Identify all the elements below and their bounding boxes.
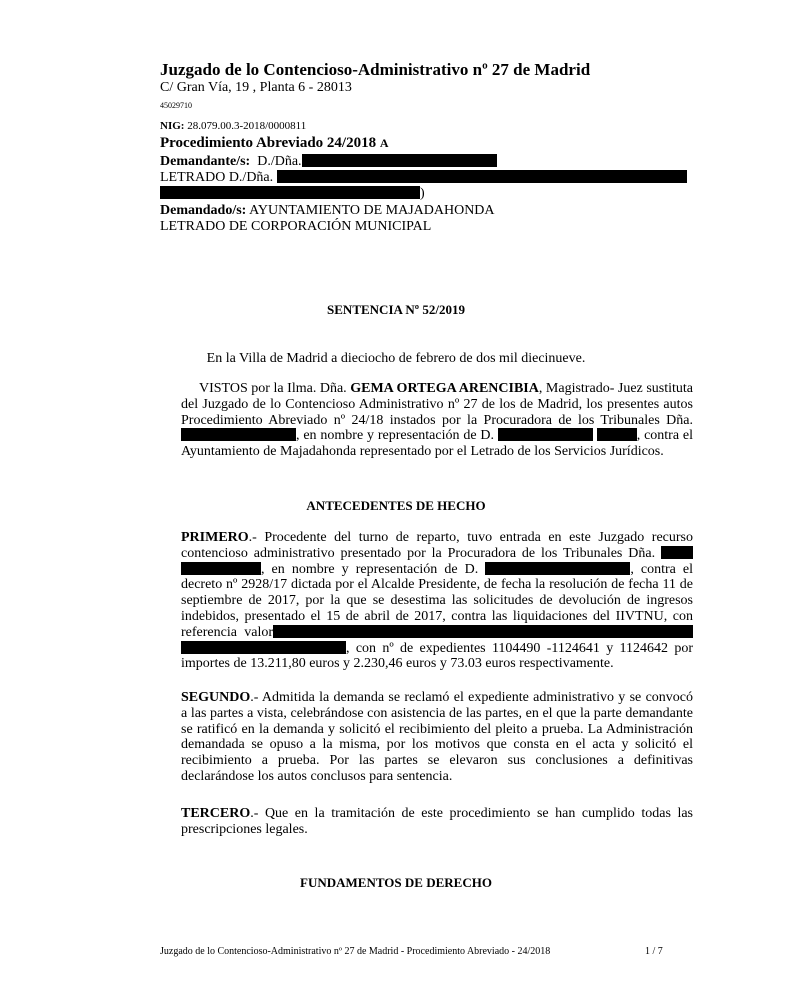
primero-paragraph — [181, 530, 693, 672]
redaction-block — [302, 154, 497, 167]
court-code: 45029710 — [160, 101, 192, 110]
page-number: 1 / 7 — [645, 946, 663, 957]
fundamentos-title: FUNDAMENTOS DE DERECHO — [300, 875, 492, 890]
nig-line — [160, 120, 306, 132]
segundo-label: SEGUNDO — [181, 690, 251, 705]
tercero-text: .- Que en la tramitación de este procedimiento se han cumplido todas las prescripciones legales. — [181, 806, 693, 837]
vistos-text-4: , contra el Ayuntamiento de Majadahonda representado por el Letrado de los Servicios Jurídicos. — [181, 428, 694, 460]
primero-text-4: , con nº de expedientes 1104490 -1124641 y 1124642 por importes de 13.211,80 euros y 2.230,46 euros y 73.03 euros respectivamente. — [181, 640, 693, 672]
plaintiff-value: D./Dña. — [257, 154, 302, 169]
vistos-text-1: VISTOS por la Ilma. Dña. — [199, 381, 347, 396]
redaction-block — [160, 186, 420, 199]
defendant-lawyer: LETRADO DE CORPORACIÓN MUNICIPAL — [160, 219, 432, 234]
redaction-block — [498, 428, 593, 441]
redaction-block — [485, 562, 630, 575]
redaction-block — [597, 428, 637, 441]
judge-name: GEMA ORTEGA ARENCIBIA — [350, 381, 539, 396]
primero-text-1: .- Procedente del turno de reparto, tuvo entrada en este Juzgado recurso contencioso administrativo presentado por la Procuradora de los Tribunales Dña. — [181, 530, 693, 561]
court-address: C/ Gran Vía, 19 , Planta 6 - 28013 — [160, 80, 352, 95]
tercero-paragraph — [181, 806, 693, 838]
vistos-text-3: , en nombre y representación de D. — [296, 428, 495, 444]
lawyer-line-cont — [160, 186, 425, 202]
procedure-title — [160, 135, 389, 152]
nig-label: NIG: — [160, 120, 185, 132]
redaction-close: ) — [420, 186, 425, 201]
defendant-value: AYUNTAMIENTO DE MAJADAHONDA — [249, 203, 495, 218]
plaintiff-label: Demandante/s: — [160, 154, 251, 169]
defendant-line — [160, 203, 495, 219]
lawyer-line — [160, 170, 687, 186]
primero-text-3: , contra el decreto nº 2928/17 dictada por el Alcalde Presidente, de fecha la resolución de fecha 11 de septiembre de 2017, por la que se desestima las solicitudes de devolución de ingresos indebidos, presentado el 15 de abril de 2017, contra las liquidaciones del IIVTNU, con referencia valor — [181, 561, 693, 640]
nig-value: 28.079.00.3-2018/0000811 — [187, 120, 307, 132]
redaction-block — [181, 562, 261, 575]
court-name: Juzgado de lo Contencioso-Administrativo nº 27 de Madrid — [160, 60, 591, 79]
vistos-text-2: , Magistrado- Juez sustituta del Juzgado de lo Contencioso Administrativo nº 27 de los de Madrid, los presentes autos Procedimiento Abreviado nº 24/18 instados por la Procuradora de los Tribunales Dña. — [181, 381, 693, 428]
redaction-block — [181, 428, 296, 441]
procedure-number: Procedimiento Abreviado 24/2018 — [160, 135, 377, 151]
primero-text-2: , en nombre y representación de D. — [261, 561, 479, 577]
segundo-paragraph — [181, 690, 693, 785]
redaction-block — [661, 546, 693, 559]
procedure-suffix: A — [379, 136, 389, 150]
redaction-block — [273, 625, 693, 638]
redaction-block — [181, 641, 346, 654]
lawyer-label: LETRADO D./Dña. — [160, 170, 274, 185]
antecedentes-title: ANTECEDENTES DE HECHO — [306, 498, 486, 513]
place-date: En la Villa de Madrid a dieciocho de febrero de dos mil diecinueve. — [206, 351, 586, 366]
vistos-paragraph — [181, 381, 693, 460]
sentence-title: SENTENCIA Nº 52/2019 — [327, 302, 465, 317]
tercero-label: TERCERO — [181, 806, 251, 821]
segundo-text: .- Admitida la demanda se reclamó el expediente administrativo y se convocó a las partes a vista, celebrándose con asistencia de las partes, en el que la parte demandante se ratificó en la demanda y solicitó el recibimiento del pleito a prueba. La Administración demandada se opuso a la misma, por los motivos que consta en el acta y solicitó el recibimiento a prueba. Por las partes se elevaron sus conclusiones a definitivas declarándose los autos conclusos para sentencia. — [181, 690, 693, 784]
redaction-block — [277, 170, 687, 183]
page-footer: Juzgado de lo Contencioso-Administrativo nº 27 de Madrid - Procedimiento Abreviado - 24/2018 — [160, 946, 551, 957]
plaintiff-line — [160, 154, 497, 170]
defendant-label: Demandado/s: — [160, 203, 247, 218]
primero-label: PRIMERO — [181, 530, 249, 545]
